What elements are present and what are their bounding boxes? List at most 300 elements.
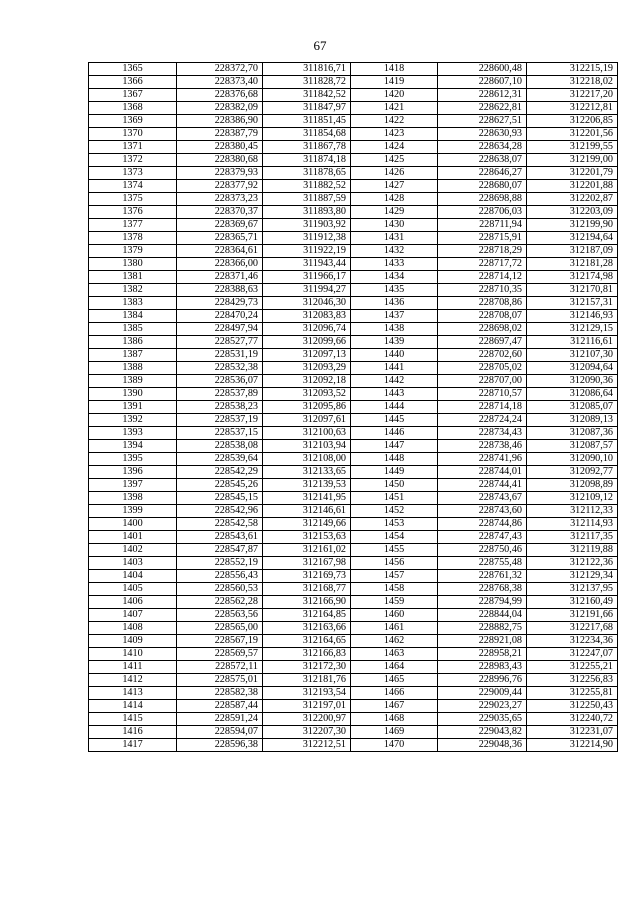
table-row <box>89 362 618 375</box>
table-cell-y-coordinate: 312137,95 <box>527 583 618 596</box>
table-cell-x-coordinate: 228531,19 <box>177 349 263 362</box>
table-row <box>89 141 618 154</box>
table-cell-x-coordinate: 228369,67 <box>177 219 263 232</box>
table-cell-y-coordinate: 312129,34 <box>527 570 618 583</box>
table-cell-y-coordinate: 312146,93 <box>527 310 618 323</box>
table-cell-y-coordinate: 312166,90 <box>263 596 351 609</box>
table-cell-x-coordinate: 228882,75 <box>438 622 527 635</box>
table-cell-x-coordinate: 228698,02 <box>438 323 527 336</box>
table-cell-x-coordinate: 228702,60 <box>438 349 527 362</box>
table-cell-y-coordinate: 312167,98 <box>263 557 351 570</box>
table-row <box>89 596 618 609</box>
table-cell-x-coordinate: 228370,37 <box>177 206 263 219</box>
table-cell-y-coordinate: 312199,55 <box>527 141 618 154</box>
table-cell-x-coordinate: 228537,19 <box>177 414 263 427</box>
table-cell-x-coordinate: 228743,60 <box>438 505 527 518</box>
table-cell-x-coordinate: 228738,46 <box>438 440 527 453</box>
table-cell-point-number: 1466 <box>351 687 438 700</box>
table-row <box>89 700 618 713</box>
table-row <box>89 232 618 245</box>
table-cell-point-number: 1392 <box>89 414 177 427</box>
table-cell-x-coordinate: 228569,57 <box>177 648 263 661</box>
table-cell-y-coordinate: 312250,43 <box>527 700 618 713</box>
table-cell-x-coordinate: 228562,28 <box>177 596 263 609</box>
table-row <box>89 414 618 427</box>
table-row <box>89 648 618 661</box>
table-cell-point-number: 1441 <box>351 362 438 375</box>
table-cell-point-number: 1417 <box>89 739 177 752</box>
table-cell-point-number: 1366 <box>89 76 177 89</box>
table-cell-x-coordinate: 228983,43 <box>438 661 527 674</box>
table-cell-x-coordinate: 228429,73 <box>177 297 263 310</box>
table-cell-x-coordinate: 228537,15 <box>177 427 263 440</box>
table-row <box>89 180 618 193</box>
table-cell-x-coordinate: 228545,26 <box>177 479 263 492</box>
table-cell-point-number: 1430 <box>351 219 438 232</box>
table-row <box>89 206 618 219</box>
table-cell-y-coordinate: 311943,44 <box>263 258 351 271</box>
table-cell-y-coordinate: 312203,09 <box>527 206 618 219</box>
table-cell-y-coordinate: 311912,38 <box>263 232 351 245</box>
table-row <box>89 674 618 687</box>
table-row <box>89 622 618 635</box>
table-cell-y-coordinate: 312166,83 <box>263 648 351 661</box>
table-cell-point-number: 1402 <box>89 544 177 557</box>
table-cell-x-coordinate: 228386,90 <box>177 115 263 128</box>
table-cell-y-coordinate: 312201,88 <box>527 180 618 193</box>
table-cell-x-coordinate: 228364,61 <box>177 245 263 258</box>
table-row <box>89 570 618 583</box>
table-cell-x-coordinate: 228744,86 <box>438 518 527 531</box>
table-cell-point-number: 1384 <box>89 310 177 323</box>
table-cell-x-coordinate: 228634,28 <box>438 141 527 154</box>
table-cell-y-coordinate: 312212,81 <box>527 102 618 115</box>
table-row <box>89 401 618 414</box>
table-cell-y-coordinate: 312160,49 <box>527 596 618 609</box>
table-row <box>89 427 618 440</box>
table-cell-point-number: 1459 <box>351 596 438 609</box>
table-cell-y-coordinate: 312129,15 <box>527 323 618 336</box>
table-cell-x-coordinate: 228365,71 <box>177 232 263 245</box>
table-cell-point-number: 1371 <box>89 141 177 154</box>
table-cell-y-coordinate: 312164,85 <box>263 609 351 622</box>
table-row <box>89 713 618 726</box>
table-cell-point-number: 1446 <box>351 427 438 440</box>
table-cell-y-coordinate: 312108,00 <box>263 453 351 466</box>
table-cell-y-coordinate: 312217,20 <box>527 89 618 102</box>
table-cell-point-number: 1408 <box>89 622 177 635</box>
table-cell-point-number: 1387 <box>89 349 177 362</box>
table-row <box>89 271 618 284</box>
table-cell-y-coordinate: 312097,61 <box>263 414 351 427</box>
table-row <box>89 726 618 739</box>
table-cell-y-coordinate: 312256,83 <box>527 674 618 687</box>
table-cell-x-coordinate: 228532,38 <box>177 362 263 375</box>
table-cell-point-number: 1438 <box>351 323 438 336</box>
table-cell-point-number: 1385 <box>89 323 177 336</box>
table-cell-x-coordinate: 228743,67 <box>438 492 527 505</box>
table-cell-y-coordinate: 312212,51 <box>263 739 351 752</box>
table-cell-y-coordinate: 311882,52 <box>263 180 351 193</box>
table-cell-x-coordinate: 228612,31 <box>438 89 527 102</box>
table-cell-x-coordinate: 229048,36 <box>438 739 527 752</box>
table-cell-point-number: 1440 <box>351 349 438 362</box>
table-cell-point-number: 1403 <box>89 557 177 570</box>
table-cell-point-number: 1405 <box>89 583 177 596</box>
table-cell-y-coordinate: 311854,68 <box>263 128 351 141</box>
table-cell-x-coordinate: 228542,58 <box>177 518 263 531</box>
table-cell-point-number: 1378 <box>89 232 177 245</box>
table-cell-x-coordinate: 228552,19 <box>177 557 263 570</box>
table-cell-y-coordinate: 312181,28 <box>527 258 618 271</box>
table-cell-point-number: 1428 <box>351 193 438 206</box>
table-cell-x-coordinate: 228587,44 <box>177 700 263 713</box>
table-cell-y-coordinate: 312157,31 <box>527 297 618 310</box>
table-cell-x-coordinate: 228497,94 <box>177 323 263 336</box>
table-cell-point-number: 1458 <box>351 583 438 596</box>
table-cell-x-coordinate: 228545,15 <box>177 492 263 505</box>
table-cell-x-coordinate: 228380,45 <box>177 141 263 154</box>
table-row <box>89 505 618 518</box>
table-cell-x-coordinate: 228710,57 <box>438 388 527 401</box>
table-cell-point-number: 1464 <box>351 661 438 674</box>
table-cell-x-coordinate: 228698,88 <box>438 193 527 206</box>
table-cell-y-coordinate: 312119,88 <box>527 544 618 557</box>
table-cell-point-number: 1437 <box>351 310 438 323</box>
table-cell-point-number: 1457 <box>351 570 438 583</box>
table-cell-x-coordinate: 228380,68 <box>177 154 263 167</box>
table-cell-point-number: 1373 <box>89 167 177 180</box>
table-row <box>89 687 618 700</box>
table-row <box>89 349 618 362</box>
table-cell-point-number: 1394 <box>89 440 177 453</box>
table-cell-point-number: 1439 <box>351 336 438 349</box>
table-cell-point-number: 1395 <box>89 453 177 466</box>
table-cell-point-number: 1409 <box>89 635 177 648</box>
table-row <box>89 583 618 596</box>
table-cell-x-coordinate: 228371,46 <box>177 271 263 284</box>
table-cell-y-coordinate: 312170,81 <box>527 284 618 297</box>
table-cell-point-number: 1467 <box>351 700 438 713</box>
table-cell-point-number: 1375 <box>89 193 177 206</box>
table-cell-y-coordinate: 312098,89 <box>527 479 618 492</box>
table-cell-y-coordinate: 312169,73 <box>263 570 351 583</box>
table-cell-y-coordinate: 312172,30 <box>263 661 351 674</box>
table-cell-x-coordinate: 228565,00 <box>177 622 263 635</box>
table-cell-y-coordinate: 312161,02 <box>263 544 351 557</box>
table-cell-x-coordinate: 228560,53 <box>177 583 263 596</box>
table-cell-point-number: 1381 <box>89 271 177 284</box>
table-cell-x-coordinate: 228538,23 <box>177 401 263 414</box>
table-cell-point-number: 1422 <box>351 115 438 128</box>
coordinates-table <box>88 62 618 752</box>
table-cell-point-number: 1414 <box>89 700 177 713</box>
table-cell-point-number: 1465 <box>351 674 438 687</box>
table-cell-point-number: 1415 <box>89 713 177 726</box>
table-cell-y-coordinate: 312255,81 <box>527 687 618 700</box>
table-row <box>89 89 618 102</box>
table-cell-x-coordinate: 228575,01 <box>177 674 263 687</box>
table-cell-point-number: 1432 <box>351 245 438 258</box>
table-cell-y-coordinate: 312109,12 <box>527 492 618 505</box>
table-cell-y-coordinate: 312247,07 <box>527 648 618 661</box>
table-cell-point-number: 1435 <box>351 284 438 297</box>
table-cell-y-coordinate: 311966,17 <box>263 271 351 284</box>
table-row <box>89 531 618 544</box>
table-cell-y-coordinate: 311874,18 <box>263 154 351 167</box>
table-cell-y-coordinate: 311816,71 <box>263 63 351 76</box>
table-cell-point-number: 1398 <box>89 492 177 505</box>
table-row <box>89 492 618 505</box>
table-cell-y-coordinate: 312090,10 <box>527 453 618 466</box>
table-cell-x-coordinate: 228563,56 <box>177 609 263 622</box>
table-cell-point-number: 1401 <box>89 531 177 544</box>
table-cell-y-coordinate: 312199,90 <box>527 219 618 232</box>
table-row <box>89 557 618 570</box>
table-cell-y-coordinate: 311828,72 <box>263 76 351 89</box>
table-row <box>89 466 618 479</box>
table-cell-y-coordinate: 312217,68 <box>527 622 618 635</box>
table-cell-y-coordinate: 312201,79 <box>527 167 618 180</box>
table-cell-y-coordinate: 312086,64 <box>527 388 618 401</box>
table-cell-y-coordinate: 312206,85 <box>527 115 618 128</box>
table-cell-point-number: 1407 <box>89 609 177 622</box>
table-cell-x-coordinate: 228537,89 <box>177 388 263 401</box>
table-cell-point-number: 1462 <box>351 635 438 648</box>
table-cell-point-number: 1391 <box>89 401 177 414</box>
table-cell-point-number: 1388 <box>89 362 177 375</box>
table-cell-y-coordinate: 312141,95 <box>263 492 351 505</box>
table-cell-y-coordinate: 311847,97 <box>263 102 351 115</box>
table-cell-y-coordinate: 312149,66 <box>263 518 351 531</box>
table-cell-y-coordinate: 311878,65 <box>263 167 351 180</box>
table-cell-point-number: 1450 <box>351 479 438 492</box>
table-cell-point-number: 1425 <box>351 154 438 167</box>
table-cell-x-coordinate: 228591,24 <box>177 713 263 726</box>
table-cell-y-coordinate: 312139,53 <box>263 479 351 492</box>
table-row <box>89 544 618 557</box>
table-cell-point-number: 1423 <box>351 128 438 141</box>
table-cell-point-number: 1443 <box>351 388 438 401</box>
table-cell-point-number: 1416 <box>89 726 177 739</box>
table-cell-y-coordinate: 312117,35 <box>527 531 618 544</box>
table-cell-point-number: 1390 <box>89 388 177 401</box>
table-cell-point-number: 1376 <box>89 206 177 219</box>
table-cell-x-coordinate: 228388,63 <box>177 284 263 297</box>
table-cell-y-coordinate: 312090,36 <box>527 375 618 388</box>
table-cell-point-number: 1380 <box>89 258 177 271</box>
table-cell-point-number: 1400 <box>89 518 177 531</box>
table-cell-x-coordinate: 228715,91 <box>438 232 527 245</box>
table-cell-x-coordinate: 228538,08 <box>177 440 263 453</box>
table-cell-y-coordinate: 312107,30 <box>527 349 618 362</box>
table-cell-x-coordinate: 228607,10 <box>438 76 527 89</box>
table-cell-x-coordinate: 228567,19 <box>177 635 263 648</box>
table-cell-y-coordinate: 312099,66 <box>263 336 351 349</box>
table-cell-x-coordinate: 228734,43 <box>438 427 527 440</box>
table-cell-x-coordinate: 228379,93 <box>177 167 263 180</box>
table-cell-point-number: 1410 <box>89 648 177 661</box>
table-cell-x-coordinate: 228747,43 <box>438 531 527 544</box>
table-cell-point-number: 1445 <box>351 414 438 427</box>
table-cell-point-number: 1399 <box>89 505 177 518</box>
table-cell-y-coordinate: 312197,01 <box>263 700 351 713</box>
table-row <box>89 102 618 115</box>
table-cell-point-number: 1460 <box>351 609 438 622</box>
table-cell-point-number: 1453 <box>351 518 438 531</box>
table-cell-x-coordinate: 228741,96 <box>438 453 527 466</box>
table-cell-x-coordinate: 228556,43 <box>177 570 263 583</box>
table-cell-y-coordinate: 312187,09 <box>527 245 618 258</box>
table-cell-x-coordinate: 228711,94 <box>438 219 527 232</box>
table-cell-point-number: 1413 <box>89 687 177 700</box>
table-cell-x-coordinate: 228366,00 <box>177 258 263 271</box>
table-cell-y-coordinate: 312122,36 <box>527 557 618 570</box>
table-cell-y-coordinate: 312087,36 <box>527 427 618 440</box>
table-cell-point-number: 1427 <box>351 180 438 193</box>
table-cell-point-number: 1436 <box>351 297 438 310</box>
table-cell-y-coordinate: 312164,65 <box>263 635 351 648</box>
table-cell-x-coordinate: 229009,44 <box>438 687 527 700</box>
table-cell-y-coordinate: 312095,86 <box>263 401 351 414</box>
table-cell-point-number: 1447 <box>351 440 438 453</box>
table-cell-y-coordinate: 312168,77 <box>263 583 351 596</box>
table-cell-x-coordinate: 228572,11 <box>177 661 263 674</box>
table-row <box>89 167 618 180</box>
table-cell-x-coordinate: 228714,12 <box>438 271 527 284</box>
table-row <box>89 310 618 323</box>
table-cell-x-coordinate: 228761,32 <box>438 570 527 583</box>
table-cell-y-coordinate: 312114,93 <box>527 518 618 531</box>
table-row <box>89 739 618 752</box>
table-cell-point-number: 1418 <box>351 63 438 76</box>
table-cell-point-number: 1426 <box>351 167 438 180</box>
table-cell-y-coordinate: 312194,64 <box>527 232 618 245</box>
table-cell-x-coordinate: 228594,07 <box>177 726 263 739</box>
table-cell-y-coordinate: 312163,66 <box>263 622 351 635</box>
table-cell-x-coordinate: 228718,29 <box>438 245 527 258</box>
table-cell-x-coordinate: 229035,65 <box>438 713 527 726</box>
table-row <box>89 440 618 453</box>
table-cell-x-coordinate: 228996,76 <box>438 674 527 687</box>
table-cell-point-number: 1442 <box>351 375 438 388</box>
table-row <box>89 63 618 76</box>
table-row <box>89 128 618 141</box>
table-cell-x-coordinate: 228708,86 <box>438 297 527 310</box>
table-row <box>89 323 618 336</box>
table-cell-y-coordinate: 311903,92 <box>263 219 351 232</box>
table-cell-point-number: 1449 <box>351 466 438 479</box>
table-cell-point-number: 1468 <box>351 713 438 726</box>
table-cell-y-coordinate: 312202,87 <box>527 193 618 206</box>
table-cell-y-coordinate: 312240,72 <box>527 713 618 726</box>
table-cell-point-number: 1365 <box>89 63 177 76</box>
page-number: 67 <box>313 38 327 53</box>
table-cell-point-number: 1454 <box>351 531 438 544</box>
table-cell-x-coordinate: 228744,41 <box>438 479 527 492</box>
table-cell-y-coordinate: 312046,30 <box>263 297 351 310</box>
table-cell-point-number: 1377 <box>89 219 177 232</box>
table-cell-x-coordinate: 228708,07 <box>438 310 527 323</box>
table-cell-point-number: 1372 <box>89 154 177 167</box>
table-cell-point-number: 1429 <box>351 206 438 219</box>
table-cell-y-coordinate: 311994,27 <box>263 284 351 297</box>
table-cell-point-number: 1470 <box>351 739 438 752</box>
table-cell-y-coordinate: 312089,13 <box>527 414 618 427</box>
table-cell-point-number: 1419 <box>351 76 438 89</box>
table-cell-x-coordinate: 228376,68 <box>177 89 263 102</box>
table-cell-x-coordinate: 228744,01 <box>438 466 527 479</box>
table-cell-y-coordinate: 312093,52 <box>263 388 351 401</box>
table-cell-x-coordinate: 228707,00 <box>438 375 527 388</box>
table-cell-point-number: 1421 <box>351 102 438 115</box>
table-cell-y-coordinate: 312199,00 <box>527 154 618 167</box>
table-cell-x-coordinate: 228697,47 <box>438 336 527 349</box>
table-cell-point-number: 1452 <box>351 505 438 518</box>
table-row <box>89 661 618 674</box>
table-cell-x-coordinate: 228750,46 <box>438 544 527 557</box>
table-cell-y-coordinate: 312218,02 <box>527 76 618 89</box>
table-cell-point-number: 1393 <box>89 427 177 440</box>
table-cell-x-coordinate: 228724,24 <box>438 414 527 427</box>
table-cell-x-coordinate: 228582,38 <box>177 687 263 700</box>
table-row <box>89 76 618 89</box>
table-cell-x-coordinate: 228527,77 <box>177 336 263 349</box>
table-cell-point-number: 1406 <box>89 596 177 609</box>
table-cell-y-coordinate: 312112,33 <box>527 505 618 518</box>
table-cell-x-coordinate: 228377,92 <box>177 180 263 193</box>
table-cell-point-number: 1368 <box>89 102 177 115</box>
table-cell-y-coordinate: 312087,57 <box>527 440 618 453</box>
table-cell-y-coordinate: 312193,54 <box>263 687 351 700</box>
table-cell-x-coordinate: 228706,03 <box>438 206 527 219</box>
table-cell-point-number: 1456 <box>351 557 438 570</box>
table-cell-y-coordinate: 312133,65 <box>263 466 351 479</box>
table-row <box>89 518 618 531</box>
table-row <box>89 375 618 388</box>
table-cell-x-coordinate: 228373,23 <box>177 193 263 206</box>
table-cell-y-coordinate: 311851,45 <box>263 115 351 128</box>
table-cell-y-coordinate: 312146,61 <box>263 505 351 518</box>
table-cell-y-coordinate: 312094,64 <box>527 362 618 375</box>
table-row <box>89 609 618 622</box>
table-row <box>89 284 618 297</box>
table-cell-y-coordinate: 312234,36 <box>527 635 618 648</box>
table-cell-point-number: 1367 <box>89 89 177 102</box>
table-cell-x-coordinate: 228794,99 <box>438 596 527 609</box>
table-cell-y-coordinate: 312181,76 <box>263 674 351 687</box>
table-cell-x-coordinate: 228755,48 <box>438 557 527 570</box>
table-cell-x-coordinate: 228710,35 <box>438 284 527 297</box>
table-cell-y-coordinate: 312214,90 <box>527 739 618 752</box>
table-cell-point-number: 1412 <box>89 674 177 687</box>
table-cell-point-number: 1451 <box>351 492 438 505</box>
table-row <box>89 193 618 206</box>
table-cell-point-number: 1382 <box>89 284 177 297</box>
table-cell-x-coordinate: 229023,27 <box>438 700 527 713</box>
coordinates-table-body <box>89 63 618 752</box>
table-cell-x-coordinate: 228646,27 <box>438 167 527 180</box>
table-cell-point-number: 1411 <box>89 661 177 674</box>
table-cell-x-coordinate: 228372,70 <box>177 63 263 76</box>
table-cell-y-coordinate: 312092,77 <box>527 466 618 479</box>
table-cell-y-coordinate: 312153,63 <box>263 531 351 544</box>
table-cell-point-number: 1431 <box>351 232 438 245</box>
table-cell-x-coordinate: 228543,61 <box>177 531 263 544</box>
table-cell-y-coordinate: 311887,59 <box>263 193 351 206</box>
table-cell-x-coordinate: 228539,64 <box>177 453 263 466</box>
table-cell-x-coordinate: 228382,09 <box>177 102 263 115</box>
